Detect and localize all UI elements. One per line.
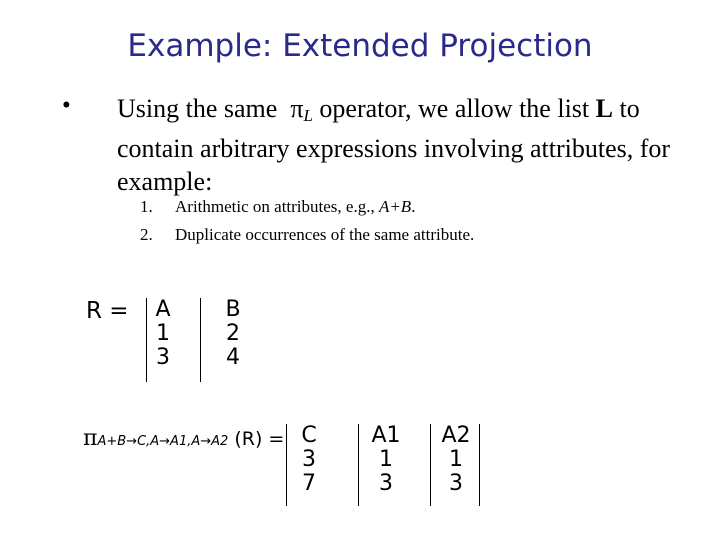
- para-pre: Using the same: [117, 94, 278, 123]
- column-header: A1: [371, 423, 401, 448]
- pi-subscript: L: [303, 106, 313, 125]
- table-cell: 2: [226, 321, 240, 346]
- list-number: 2.: [140, 225, 153, 244]
- relation-r-table: [140, 298, 260, 388]
- list-number: 1.: [140, 197, 153, 216]
- table-divider: [200, 298, 201, 382]
- table-cell: 1: [156, 321, 170, 346]
- table-cell: 1: [449, 447, 463, 472]
- column-header: A: [155, 297, 171, 322]
- column-header: A2: [441, 423, 471, 448]
- table-cell: 1: [379, 447, 393, 472]
- relation-r-label: R =: [86, 298, 129, 324]
- table-cell: 3: [449, 471, 463, 496]
- table-cell: 4: [226, 345, 240, 370]
- column-header: C: [301, 423, 317, 448]
- list-text: Duplicate occurrences of the same attribute.: [175, 225, 475, 244]
- list-item: [140, 225, 640, 247]
- projection-subscript: A+B→C,A→A1,A→A2: [97, 434, 229, 449]
- table-cell: 3: [302, 447, 316, 472]
- pi-symbol: π: [290, 94, 304, 123]
- example-list: [140, 197, 640, 257]
- main-paragraph: [117, 92, 677, 198]
- para-post1: operator, we allow the list: [312, 94, 596, 123]
- table-cell: 3: [379, 471, 393, 496]
- table-column-a2: [436, 424, 476, 496]
- projection-argument: (R) =: [228, 428, 285, 450]
- bullet-marker: •: [62, 92, 71, 119]
- table-divider: [286, 424, 287, 506]
- table-cell: 3: [156, 345, 170, 370]
- table-divider: [479, 424, 480, 506]
- table-column-b: [218, 298, 248, 370]
- list-item: [140, 197, 640, 219]
- table-column-c: [294, 424, 324, 496]
- para-bold-L: L: [595, 94, 613, 123]
- projection-expression: [83, 426, 284, 451]
- result-table: [286, 424, 486, 510]
- table-divider: [430, 424, 431, 506]
- table-cell: 7: [302, 471, 316, 496]
- slide-title: Example: Extended Projection: [127, 28, 593, 64]
- table-divider: [358, 424, 359, 506]
- table-column-a: [148, 298, 178, 370]
- para-post2: to contain arbitrary expressions involving attributes, for example:: [117, 94, 671, 196]
- column-header: B: [225, 297, 241, 322]
- pi-symbol: π: [83, 426, 98, 451]
- table-divider: [146, 298, 147, 382]
- list-text: Arithmetic on attributes, e.g., A+B.: [175, 197, 416, 216]
- table-column-a1: [366, 424, 406, 496]
